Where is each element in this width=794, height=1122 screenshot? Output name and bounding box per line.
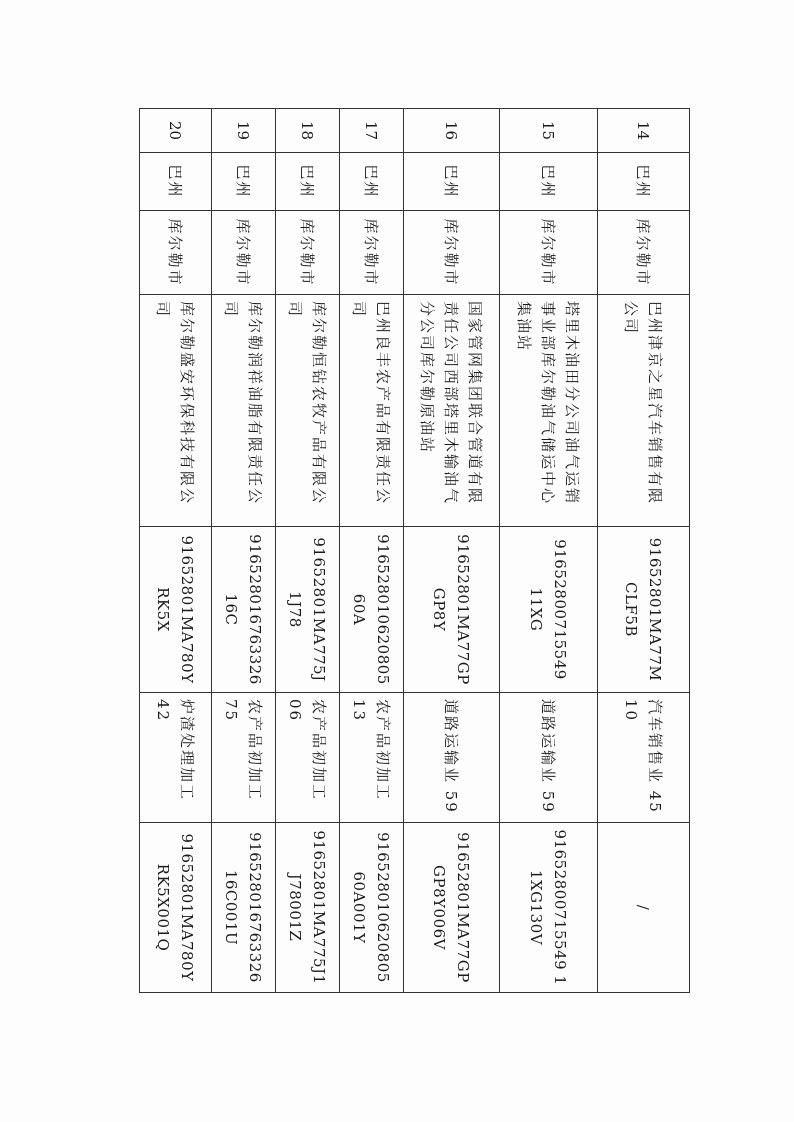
permit-code-cell: / — [598, 823, 690, 993]
industry-cell: 农产品初加工 06 — [276, 693, 340, 823]
company-cell: 库尔勒润祥油脂有限责任公司 — [212, 295, 276, 527]
permit-code-cell: 91652801MA77GPGP8Y006V — [404, 823, 500, 993]
industry-cell: 道路运输业 59 — [404, 693, 500, 823]
industry-cell: 炉渣处理加工 42 — [140, 693, 212, 823]
row-number: 15 — [500, 109, 598, 153]
table-row — [140, 109, 212, 993]
table-row — [404, 109, 500, 993]
city-cell: 库尔勒市 — [276, 211, 340, 295]
row-number: 18 — [276, 109, 340, 153]
city-cell: 库尔勒市 — [404, 211, 500, 295]
industry-cell: 道路运输业 59 — [500, 693, 598, 823]
prefecture-cell: 巴州 — [212, 153, 276, 211]
credit-code-cell: 91652801MA780YRK5X — [140, 527, 212, 693]
permit-code-cell: 91652801676332616C001U — [212, 823, 276, 993]
prefecture-cell: 巴州 — [598, 153, 690, 211]
credit-code-cell: 91652801062080560A — [340, 527, 404, 693]
city-cell: 库尔勒市 — [212, 211, 276, 295]
prefecture-cell: 巴州 — [340, 153, 404, 211]
industry-cell: 农产品初加工 13 — [340, 693, 404, 823]
credit-code-cell: 91652801676332616C — [212, 527, 276, 693]
table-row — [340, 109, 404, 993]
prefecture-cell: 巴州 — [500, 153, 598, 211]
permit-code-cell: 91652801MA780YRK5X001Q — [140, 823, 212, 993]
rotated-table-wrapper — [154, 108, 690, 992]
company-cell: 库尔勒恒钻农牧产品有限公司 — [276, 295, 340, 527]
table-row — [276, 109, 340, 993]
credit-code-cell: 91652800715549 11XG — [500, 527, 598, 693]
row-number: 20 — [140, 109, 212, 153]
prefecture-cell: 巴州 — [404, 153, 500, 211]
permit-code-cell: 91652801062080560A001Y — [340, 823, 404, 993]
city-cell: 库尔勒市 — [140, 211, 212, 295]
permit-code-cell: 91652801MA775J1J78001Z — [276, 823, 340, 993]
table-row — [500, 109, 598, 993]
prefecture-cell: 巴州 — [276, 153, 340, 211]
company-cell: 塔里木油田分公司油气运销事业部库尔勒油气储运中心集油站 — [500, 295, 598, 527]
credit-code-cell: 91652801MA77MCLF5B — [598, 527, 690, 693]
city-cell: 库尔勒市 — [598, 211, 690, 295]
credit-code-cell: 91652801MA77GPGP8Y — [404, 527, 500, 693]
enterprise-table — [139, 108, 690, 993]
industry-cell: 汽车销售业 4510 — [598, 693, 690, 823]
city-cell: 库尔勒市 — [340, 211, 404, 295]
industry-cell: 农产品初加工 75 — [212, 693, 276, 823]
row-number: 14 — [598, 109, 690, 153]
credit-code-cell: 91652801MA775J1J78 — [276, 527, 340, 693]
company-cell: 库尔勒盛安环保科技有限公司 — [140, 295, 212, 527]
table-row — [598, 109, 690, 993]
prefecture-cell: 巴州 — [140, 153, 212, 211]
company-cell: 巴州良丰农产品有限责任公司 — [340, 295, 404, 527]
row-number: 17 — [340, 109, 404, 153]
city-cell: 库尔勒市 — [500, 211, 598, 295]
company-cell: 巴州津京之星汽车销售有限公司 — [598, 295, 690, 527]
permit-code-cell: 91652800715549 11XG130V — [500, 823, 598, 993]
table-row — [212, 109, 276, 993]
company-cell: 国家管网集团联合管道有限责任公司西部塔里木输油气分公司库尔勒原油站 — [404, 295, 500, 527]
row-number: 19 — [212, 109, 276, 153]
row-number: 16 — [404, 109, 500, 153]
